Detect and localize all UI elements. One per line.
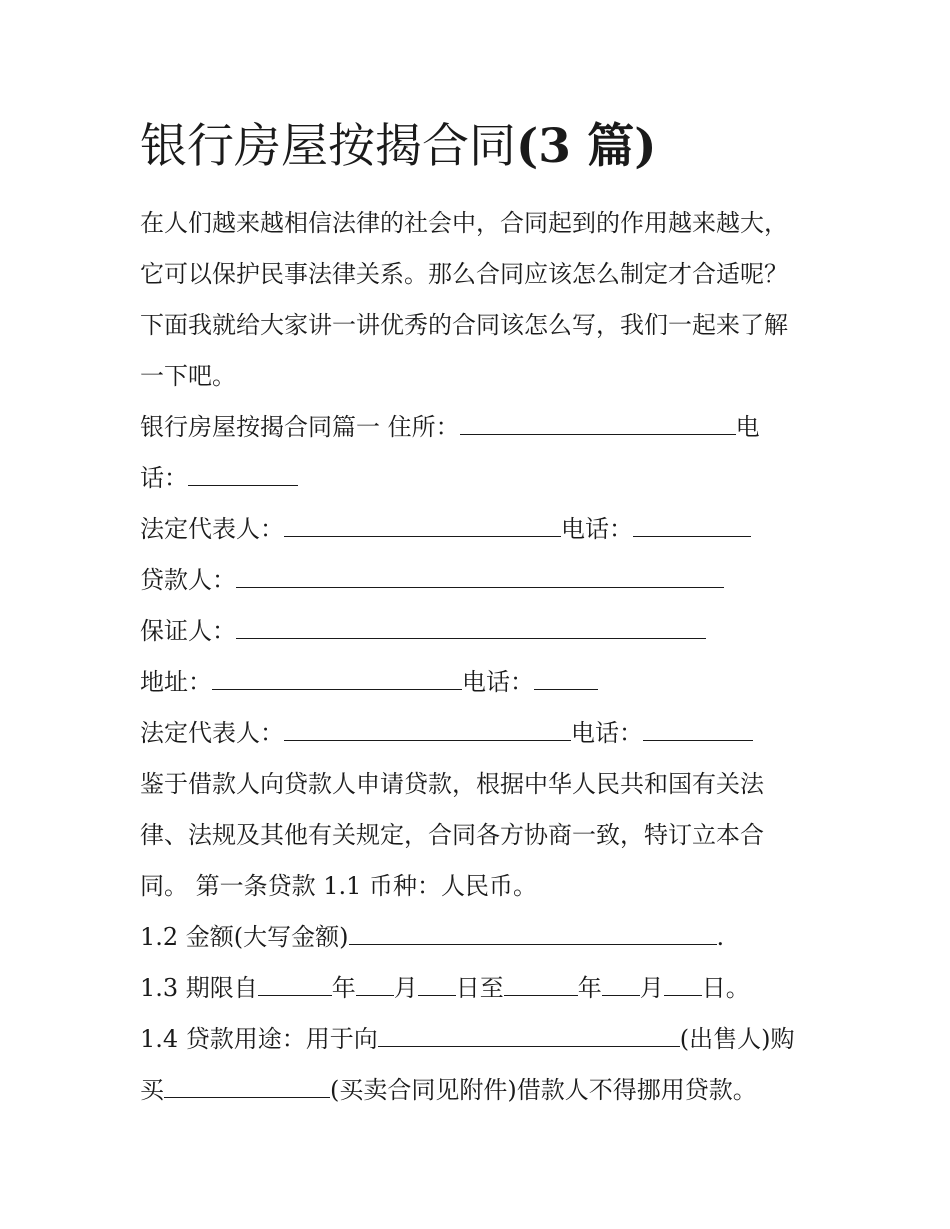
day-blank — [418, 967, 456, 996]
year-blank — [258, 967, 332, 996]
recital-line: 同。 第一条贷款 1.1 币种：人民币。 — [140, 872, 538, 900]
document-title — [140, 112, 657, 182]
phone-label: 电话： — [462, 668, 534, 696]
month-blank — [602, 967, 640, 996]
phone-blank — [633, 508, 751, 537]
address-label: 地址： — [140, 668, 212, 696]
phone-label: 电话： — [561, 515, 633, 543]
year-label: 年 — [577, 974, 602, 1002]
recital-line: 鉴于借款人向贷款人申请贷款，根据中华人民共和国有关法 — [140, 770, 764, 798]
month-blank — [356, 967, 394, 996]
phone-line — [140, 453, 820, 504]
day-blank — [664, 967, 702, 996]
seller-blank — [378, 1018, 680, 1047]
address-blank — [212, 661, 462, 690]
intro-line: 下面我就给大家讲一讲优秀的合同该怎么写，我们一起来了解 — [140, 311, 788, 339]
year-blank — [504, 967, 578, 996]
intro-line: 一下吧。 — [140, 362, 236, 390]
guarantor-blank — [236, 610, 706, 639]
lender-label: 贷款人： — [140, 566, 236, 594]
clause-1-4 — [140, 1014, 820, 1065]
clause-1-2-label: 1.2 金额(大写金额) — [140, 923, 349, 951]
intro-line: 它可以保护民事法律关系。那么合同应该怎么制定才合适呢？ — [140, 260, 788, 288]
residence-blank — [460, 406, 736, 435]
phone-label: 电话： — [571, 719, 643, 747]
legal-rep-line-1 — [140, 504, 820, 555]
month-label: 月 — [393, 974, 418, 1002]
clause-1-2 — [140, 912, 820, 963]
section-heading-prefix: 银行房屋按揭合同篇一 住所： — [140, 413, 460, 441]
legal-rep-label: 法定代表人： — [140, 515, 284, 543]
legal-rep-line-2 — [140, 708, 820, 759]
clause-1-4-tail: (买卖合同见附件)借款人不得挪用贷款。 — [330, 1076, 757, 1104]
guarantor-label: 保证人： — [140, 617, 236, 645]
month-label: 月 — [639, 974, 664, 1002]
legal-rep-blank — [284, 508, 561, 537]
intro-line: 在人们越来越相信法律的社会中，合同起到的作用越来越大， — [140, 209, 788, 237]
clause-1-4-buy: 买 — [140, 1076, 164, 1104]
guarantor-line — [140, 606, 820, 657]
legal-rep-blank — [284, 712, 571, 741]
phone-label: 话： — [140, 464, 188, 492]
recital-line: 律、法规及其他有关规定，合同各方协商一致，特订立本合 — [140, 821, 764, 849]
document-body — [140, 198, 820, 1116]
title-main: 银行房屋按揭合同 — [140, 119, 516, 174]
section-heading-line — [140, 402, 820, 453]
lender-blank — [236, 559, 724, 588]
legal-rep-label: 法定代表人： — [140, 719, 284, 747]
clause-1-4-continued — [140, 1065, 820, 1116]
clause-1-3-label: 1.3 期限自 — [140, 974, 258, 1002]
clause-1-4-seller: (出售人)购 — [679, 1025, 795, 1053]
phone-blank — [643, 712, 753, 741]
year-label: 年 — [331, 974, 356, 1002]
lender-line — [140, 555, 820, 606]
phone-blank — [534, 661, 598, 690]
phone-blank — [188, 457, 298, 486]
title-suffix: (3 篇) — [516, 119, 657, 174]
amount-blank — [349, 916, 717, 945]
section-heading-suffix: 电 — [735, 413, 760, 441]
clause-1-4-label: 1.4 贷款用途：用于向 — [140, 1025, 378, 1053]
day-label: 日。 — [701, 974, 750, 1002]
clause-1-2-end: . — [716, 923, 725, 951]
day-label: 日至 — [455, 974, 504, 1002]
address-line — [140, 657, 820, 708]
clause-1-3 — [140, 963, 820, 1014]
property-blank — [164, 1069, 330, 1098]
